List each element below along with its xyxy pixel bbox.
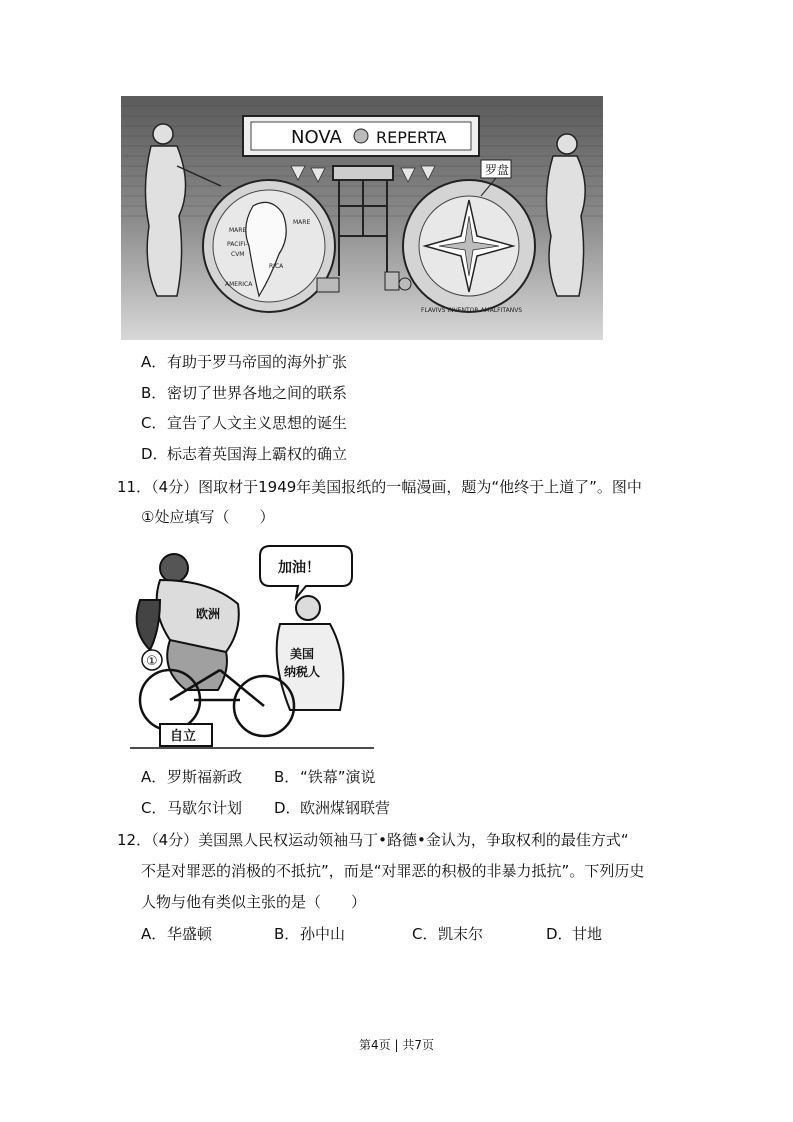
- q12-stem-line2: [141, 861, 644, 881]
- nova-reperta-engraving: [121, 96, 603, 340]
- q10-option-b: [141, 383, 347, 403]
- option-letter: B．: [274, 925, 300, 943]
- q12-stem-line3: [141, 892, 366, 912]
- q11-text-1: （4分）图取材于1949年美国报纸的一幅漫画，题为“他终于上道了”。图中: [151, 478, 642, 496]
- option-letter: D．: [274, 799, 301, 817]
- option-text: 有助于罗马帝国的海外扩张: [167, 353, 348, 371]
- option-letter: C．: [412, 925, 438, 943]
- q11-option-d: [274, 798, 390, 818]
- option-text: 孙中山: [300, 925, 346, 943]
- banner-right-text: REPERTA: [376, 128, 447, 147]
- map-label-america: AMERICA: [225, 281, 253, 288]
- q11-option-a: [141, 767, 242, 787]
- map-label-cvm: CVM: [231, 251, 245, 258]
- q11-stem-line2: [141, 507, 274, 527]
- option-text: 马歇尔计划: [167, 799, 243, 817]
- q10-option-d: [141, 444, 347, 464]
- q12-option-c: [412, 924, 483, 944]
- q11-text-2: ①处应填写（ ）: [141, 508, 275, 526]
- q12-stem-line1: [117, 830, 629, 850]
- q10-option-a: [141, 352, 347, 372]
- option-text: “铁幕”演说: [300, 768, 376, 786]
- map-label-mare-2: MARE: [293, 219, 311, 226]
- map-label-mare-1: MARE: [229, 227, 247, 234]
- option-letter: A．: [141, 768, 167, 786]
- option-text: 密切了世界各地之间的联系: [167, 384, 348, 402]
- helper-label-2: 纳税人: [284, 665, 321, 679]
- option-text: 标志着英国海上霸权的确立: [167, 445, 348, 463]
- option-letter: A．: [141, 353, 167, 371]
- option-text: 罗斯福新政: [167, 768, 243, 786]
- q10-option-c: [141, 413, 347, 433]
- q12-text-1: （4分）美国黑人民权运动领袖马丁•路德•金认为，争取权利的最佳方式“: [151, 831, 629, 849]
- option-letter: D．: [546, 925, 573, 943]
- option-letter: C．: [141, 799, 167, 817]
- q12-option-b: [274, 924, 345, 944]
- option-text: 凯末尔: [438, 925, 484, 943]
- map-label-pacifi: PACIFI-: [227, 241, 248, 248]
- world-map-disc: [203, 180, 335, 312]
- map-label-rica: RICA: [269, 263, 284, 270]
- option-letter: B．: [274, 768, 300, 786]
- rider-label: 欧洲: [196, 607, 221, 621]
- sign-text: 自立: [170, 729, 197, 744]
- banner-left-text: NOVA: [291, 127, 342, 148]
- helper-label-1: 美国: [290, 647, 315, 661]
- q12-text-3: 人物与他有类似主张的是（ ）: [141, 893, 367, 911]
- marshall-cartoon: [130, 540, 374, 752]
- self-reliance-sign: [160, 724, 212, 746]
- option-letter: B．: [141, 384, 167, 402]
- page-footer: 第4页 | 共7页: [359, 1038, 434, 1052]
- option-letter: C．: [141, 414, 167, 432]
- option-letter: A．: [141, 925, 167, 943]
- option-text: 甘地: [572, 925, 603, 943]
- compass-disc: [403, 180, 535, 314]
- q12-text-2: 不是对罪恶的消极的不抵抗”，而是“对罪恶的积极的非暴力抵抗”。下列历史: [141, 862, 645, 880]
- q12-number: 12．: [117, 831, 152, 849]
- q12-option-d: [546, 924, 602, 944]
- option-text: 宣告了人文主义思想的诞生: [167, 414, 348, 432]
- option-letter: D．: [141, 445, 168, 463]
- compass-inscription: FLAVIVS INVENTOR AMALFITANVS: [421, 307, 523, 314]
- q11-stem-line1: [117, 477, 642, 497]
- speech-text: 加油！: [278, 560, 320, 576]
- compass-label: 罗盘: [485, 163, 510, 177]
- title-banner: [243, 116, 479, 156]
- q11-option-c: [141, 798, 242, 818]
- q11-number: 11．: [117, 478, 152, 496]
- circle-marker: [142, 650, 162, 670]
- q12-option-a: [141, 924, 212, 944]
- circle-mark: ①: [146, 654, 158, 669]
- option-text: 欧洲煤钢联营: [300, 799, 391, 817]
- q11-option-b: [274, 767, 376, 787]
- option-text: 华盛顿: [167, 925, 213, 943]
